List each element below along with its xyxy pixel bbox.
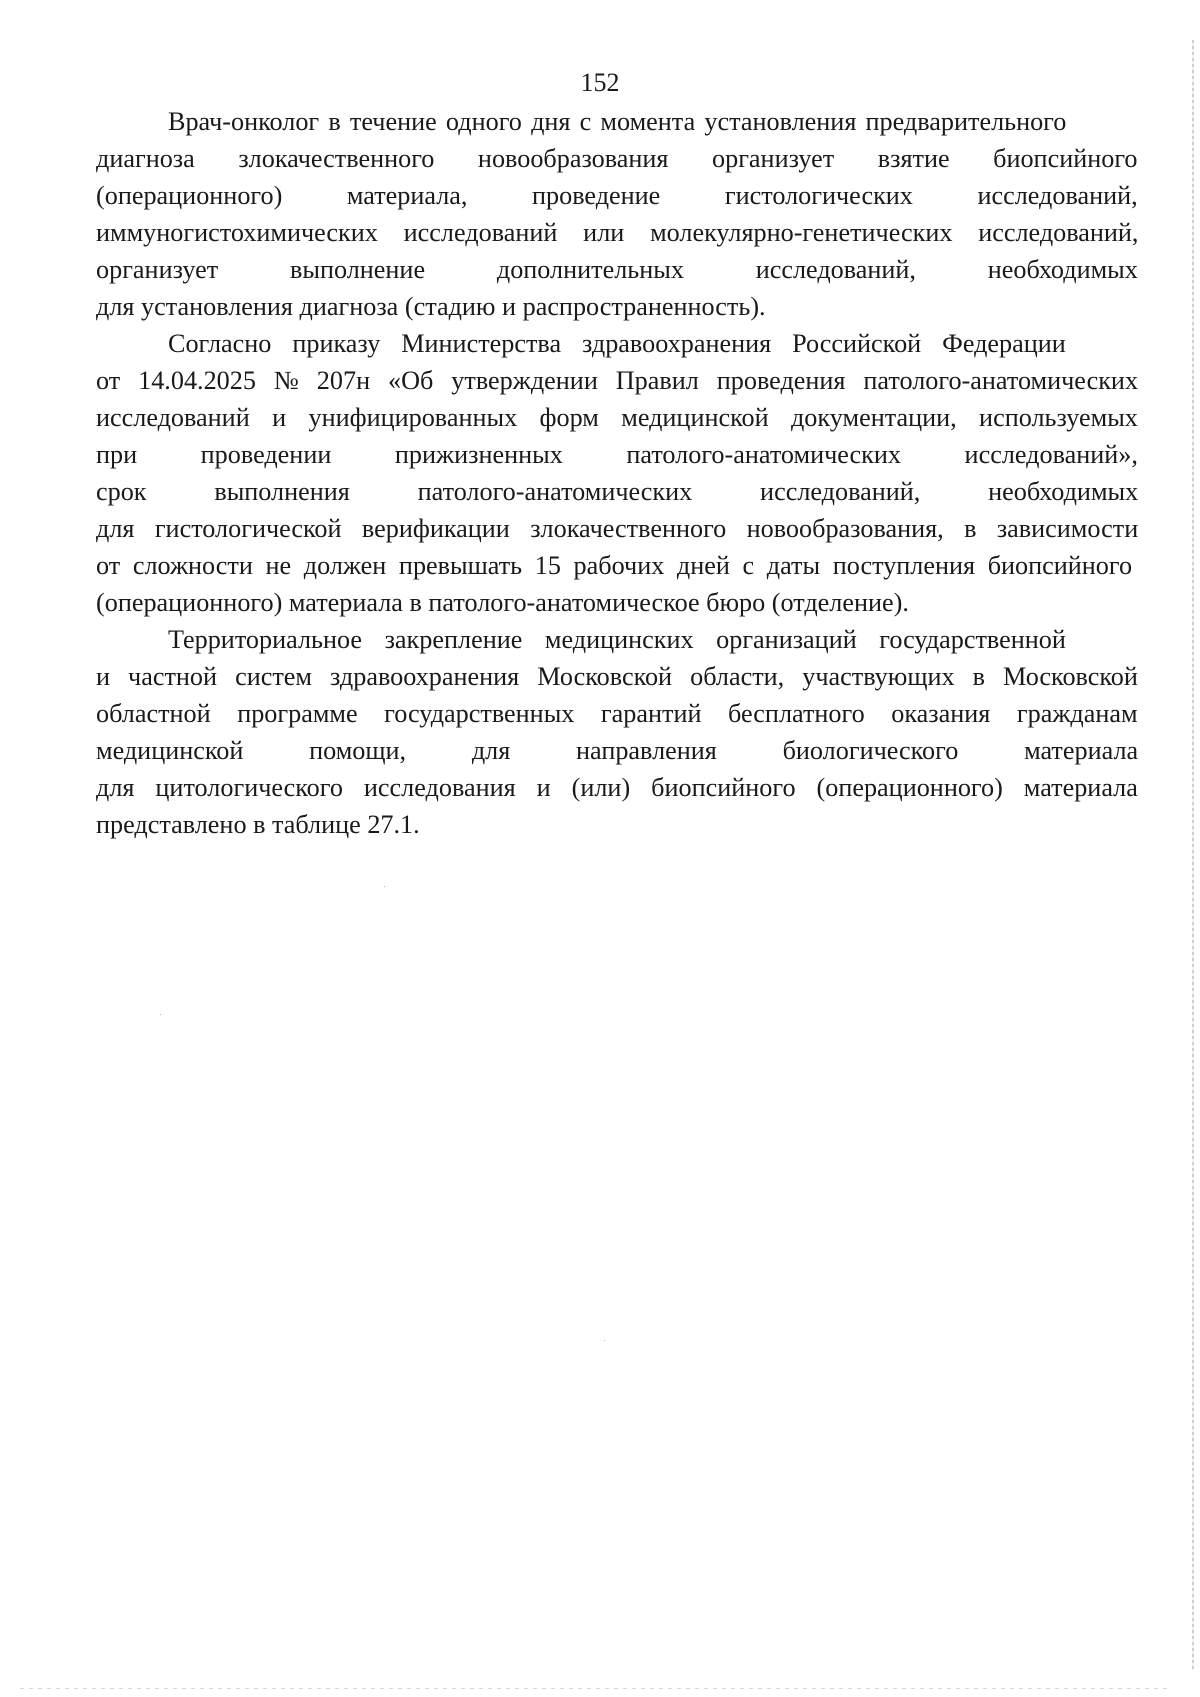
text-line: областной программе государственных гарантий бесплатного оказания гражданам	[96, 699, 1138, 728]
paragraph-territorial-assignment	[96, 621, 1138, 843]
scan-edge-artifact	[1192, 40, 1194, 1670]
paragraph-ministry-order	[96, 325, 1138, 621]
text-line: (операционного) материала, проведение гистологических исследований,	[96, 181, 1138, 210]
text-line: для установления диагноза (стадию и распространенность).	[96, 292, 766, 321]
text-line: и частной систем здравоохранения Московской области, участвующих в Московской	[96, 662, 1138, 691]
text-line: представлено в таблице 27.1.	[96, 810, 420, 839]
text-line: (операционного) материала в патолого-анатомическое бюро (отделение).	[96, 588, 909, 617]
text-line: Согласно приказу Министерства здравоохранения Российской Федерации	[168, 329, 1066, 358]
scan-speck	[160, 1014, 161, 1015]
paragraph-oncologist-diagnosis	[96, 103, 1138, 325]
text-line: организует выполнение дополнительных исследований, необходимых	[96, 255, 1138, 284]
text-line: срок выполнения патолого-анатомических исследований, необходимых	[96, 477, 1139, 506]
page-number: 152	[580, 68, 620, 97]
text-line: при проведении прижизненных патолого-анатомических исследований»,	[96, 440, 1138, 469]
text-line: иммуногистохимических исследований или молекулярно-генетических исследований,	[96, 218, 1139, 247]
text-line: Врач-онколог в течение одного дня с момента установления предварительного	[168, 107, 1067, 136]
scan-edge-artifact	[20, 1688, 1170, 1689]
text-line: для цитологического исследования и (или) биопсийного (операционного) материала	[96, 773, 1138, 802]
text-line: медицинской помощи, для направления биологического материала	[96, 736, 1139, 765]
scan-speck	[604, 1340, 605, 1341]
document-body	[96, 103, 1138, 843]
text-line: для гистологической верификации злокачественного новообразования, в зависимости	[96, 514, 1139, 543]
scan-speck	[384, 886, 385, 887]
text-line: диагноза злокачественного новообразования организует взятие биопсийного	[96, 144, 1138, 173]
text-line: от 14.04.2025 № 207н «Об утверждении Правил проведения патолого-анатомических	[96, 366, 1139, 395]
text-line: от сложности не должен превышать 15 рабочих дней с даты поступления биопсийного	[96, 551, 1133, 580]
text-line: исследований и унифицированных форм медицинской документации, используемых	[96, 403, 1138, 432]
text-line: Территориальное закрепление медицинских организаций государственной	[168, 625, 1066, 654]
